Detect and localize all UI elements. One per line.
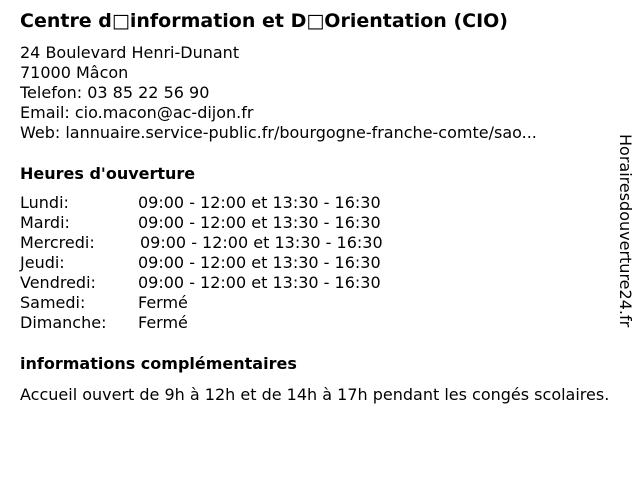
time-value: Fermé <box>138 313 188 332</box>
address-street: 24 Boulevard Henri-Dunant <box>20 43 240 62</box>
day-label: Jeudi: <box>20 253 65 272</box>
time-value: 09:00 - 12:00 et 13:30 - 16:30 <box>138 273 381 292</box>
day-label: Lundi: <box>20 193 69 212</box>
day-label: Dimanche: <box>20 313 107 332</box>
time-value: Fermé <box>138 293 188 312</box>
address-block <box>20 43 537 143</box>
time-value: 09:00 - 12:00 et 13:30 - 16:30 <box>138 193 381 212</box>
info-heading: informations complémentaires <box>20 354 297 373</box>
watermark-text: Horairesdouverture24.fr <box>616 134 635 328</box>
time-value: 09:00 - 12:00 et 13:30 - 16:30 <box>138 213 381 232</box>
day-label: Vendredi: <box>20 273 96 292</box>
day-label: Mercredi: <box>20 233 95 252</box>
website-link[interactable]: Web: lannuaire.service-public.fr/bourgogne-franche-comte/sao... <box>20 123 537 142</box>
hours-heading: Heures d'ouverture <box>20 164 196 183</box>
day-label: Samedi: <box>20 293 86 312</box>
page-title: Centre d□information et D□Orientation (CIO) <box>20 10 508 32</box>
phone-number: Telefon: 03 85 22 56 90 <box>20 83 210 102</box>
address-city: 71000 Mâcon <box>20 63 129 82</box>
info-text: Accueil ouvert de 9h à 12h et de 14h à 17h pendant les congés scolaires. <box>20 385 610 404</box>
time-value: 09:00 - 12:00 et 13:30 - 16:30 <box>138 253 381 272</box>
time-value: 09:00 - 12:00 et 13:30 - 16:30 <box>140 233 383 252</box>
watermark <box>611 134 635 374</box>
email-address: Email: cio.macon@ac-dijon.fr <box>20 103 254 122</box>
day-label: Mardi: <box>20 213 70 232</box>
